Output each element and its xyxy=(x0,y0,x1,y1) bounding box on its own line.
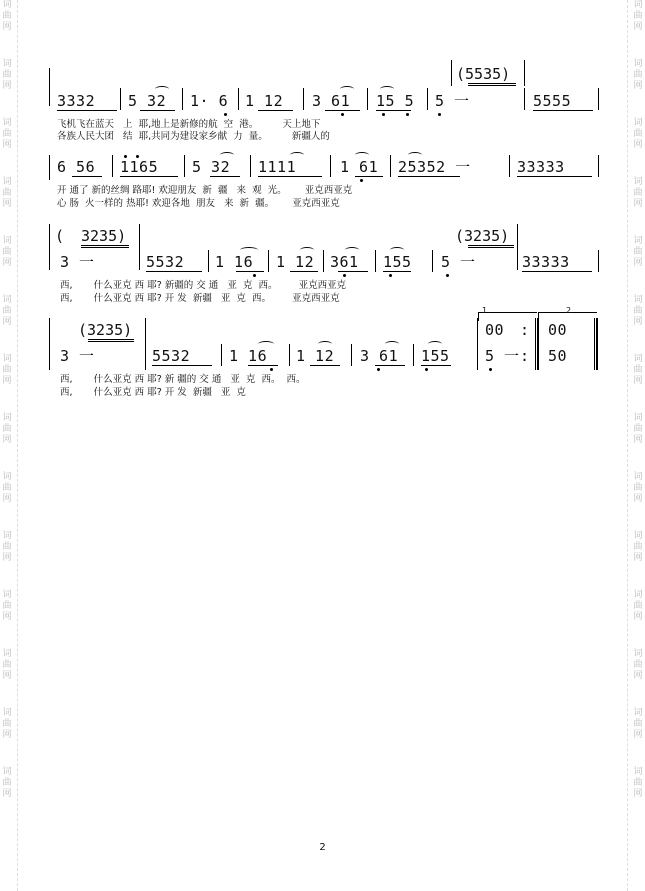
bar-line xyxy=(139,224,140,270)
lyric-line-1: 西, 什么亚克 西 耶? 新疆的 交 通 亚 克 西。 亚克西亚克 xyxy=(60,280,347,291)
high-dot xyxy=(136,155,139,158)
bar-line xyxy=(289,344,290,366)
watermark-group: 词 曲 网 xyxy=(2,590,12,622)
notes-cell xyxy=(190,93,228,110)
lyric-line-1: 开 通了 新的丝绸 路耶! 欢迎朋友 新 疆 来 观 光。 亚克西亚克 xyxy=(57,185,353,196)
notes-cell xyxy=(258,159,296,176)
watermark-group: 词 曲 网 xyxy=(633,472,643,504)
watermark-group: 词 曲 网 xyxy=(2,59,12,91)
repeat-bar xyxy=(535,318,536,370)
slur xyxy=(240,247,258,253)
system-brace-line xyxy=(49,68,50,106)
intro-paren: (3235) xyxy=(78,321,133,339)
slur xyxy=(390,247,404,253)
notes-cell xyxy=(340,159,378,176)
bar-line xyxy=(351,344,352,366)
watermark-group: 词 曲 网 xyxy=(2,177,12,209)
watermark-group: 词 曲 网 xyxy=(2,236,12,268)
watermark-group: 词 曲 网 xyxy=(633,236,643,268)
low-dot xyxy=(270,368,273,371)
measure: 15 5 xyxy=(376,92,415,110)
notes-cell xyxy=(376,93,414,110)
measure: 5 32 xyxy=(192,158,231,176)
measure: 3 一 xyxy=(60,347,95,365)
lyric-line-1: 飞机飞在蓝天 上 耶,地上是新修的航 空 港。 天上地下 xyxy=(57,119,321,130)
underline xyxy=(72,176,102,177)
slur xyxy=(340,86,354,92)
notes-cell xyxy=(229,348,267,365)
measure: 155 xyxy=(421,347,450,365)
measure: 1· 6 xyxy=(190,92,229,110)
system-start-bar xyxy=(49,318,50,370)
system-start-bar xyxy=(49,155,50,180)
paren-open: ( xyxy=(55,227,65,245)
bar-line xyxy=(598,250,599,272)
underline xyxy=(81,247,129,248)
bar-line xyxy=(432,250,433,272)
notes-cell xyxy=(360,348,398,365)
notes-cell xyxy=(60,348,95,365)
measure: 3 61 xyxy=(360,347,399,365)
underline xyxy=(355,176,383,177)
notes-cell xyxy=(485,348,520,365)
notes-cell xyxy=(441,254,476,271)
bar-line xyxy=(427,88,428,110)
bar-line xyxy=(390,155,391,177)
notes-cell xyxy=(146,254,184,271)
watermark-left xyxy=(0,0,14,891)
bar-line xyxy=(120,88,121,110)
underline xyxy=(57,110,117,111)
underline xyxy=(398,176,460,177)
notes-cell xyxy=(60,254,95,271)
watermark-right xyxy=(631,0,645,891)
bar-line xyxy=(598,155,599,177)
notes-cell xyxy=(522,254,570,271)
underline xyxy=(468,247,514,248)
underline xyxy=(517,176,592,177)
watermark-group: 词 曲 网 xyxy=(2,118,12,150)
underline xyxy=(338,271,368,272)
volta-2-label: 2. xyxy=(566,306,574,315)
measure: 361 xyxy=(330,253,359,271)
underline xyxy=(140,110,175,111)
bar-line xyxy=(238,88,239,110)
low-dot xyxy=(406,113,409,116)
low-dot xyxy=(360,179,363,182)
lyric-line-2: 西, 什么亚克 西 耶? 开 发 新疆 亚 克 西。 亚克西亚克 xyxy=(60,293,340,304)
measure: 5532 xyxy=(146,253,185,271)
intro-paren: 3235) xyxy=(81,227,127,245)
ending-2-bottom: 50 xyxy=(548,347,568,365)
measure: 1 12 xyxy=(245,92,284,110)
watermark-group: 词 曲 网 xyxy=(2,708,12,740)
notes-cell xyxy=(120,159,158,176)
measure: 3 一 xyxy=(60,253,95,271)
bar-line xyxy=(477,318,478,370)
slur xyxy=(300,247,314,253)
volta-1-label: 1. xyxy=(482,306,490,315)
underline xyxy=(376,110,411,111)
watermark-group: 词 曲 网 xyxy=(633,354,643,386)
notes-cell xyxy=(152,348,190,365)
bar-line xyxy=(250,155,251,177)
measure: 33333 xyxy=(522,253,570,271)
lyric-line-2: 各族人民大团 结 耶,共同为建设家乡献 力 量。 新疆人的 xyxy=(57,131,330,142)
slur xyxy=(345,247,359,253)
measure: 33333 xyxy=(517,158,565,176)
measure: 25352 一 xyxy=(398,158,471,176)
underline xyxy=(468,85,516,86)
bar-line xyxy=(524,60,525,86)
notes-cell xyxy=(435,93,470,110)
system-start-bar xyxy=(49,224,50,270)
notes-cell xyxy=(421,348,450,365)
bar-line xyxy=(375,250,376,272)
watermark-group: 词 曲 网 xyxy=(2,531,12,563)
bar-line xyxy=(323,250,324,272)
slur xyxy=(355,152,369,158)
low-dot xyxy=(425,368,428,371)
margin-line-right xyxy=(627,0,628,891)
repeat-sign: : xyxy=(520,347,530,365)
watermark-group: 词 曲 网 xyxy=(2,295,12,327)
measure: 1111 xyxy=(258,158,297,176)
watermark-group: 词 曲 网 xyxy=(633,531,643,563)
notes-cell xyxy=(312,93,350,110)
watermark-group: 词 曲 网 xyxy=(633,59,643,91)
underline xyxy=(81,245,129,246)
watermark-group: 词 曲 网 xyxy=(633,118,643,150)
notes-cell xyxy=(57,159,95,176)
measure: 1 12 xyxy=(276,253,315,271)
underline xyxy=(375,365,405,366)
bar-line xyxy=(184,155,185,177)
watermark-group: 词 曲 网 xyxy=(633,708,643,740)
underline xyxy=(468,245,514,246)
final-bar xyxy=(594,318,595,370)
underline xyxy=(421,365,451,366)
slur xyxy=(258,341,274,347)
slur xyxy=(385,341,399,347)
notes-cell xyxy=(276,254,314,271)
measure: 155 xyxy=(383,253,412,271)
notes-cell xyxy=(128,93,166,110)
watermark-group: 词 曲 网 xyxy=(633,295,643,327)
underline xyxy=(468,83,516,84)
measure: 1 61 xyxy=(340,158,379,176)
bar-line xyxy=(268,250,269,272)
low-dot xyxy=(224,113,227,116)
bar-line xyxy=(367,88,368,110)
measure: 1 12 xyxy=(296,347,335,365)
notes-cell xyxy=(296,348,334,365)
underline xyxy=(210,176,240,177)
measure: 5 一 xyxy=(485,347,520,365)
low-dot xyxy=(438,113,441,116)
low-dot xyxy=(446,274,449,277)
slur xyxy=(428,341,442,347)
watermark-group: 词 曲 网 xyxy=(633,413,643,445)
bar-line xyxy=(221,344,222,366)
bar-line xyxy=(330,155,331,177)
lyric-line-2: 心 肠 火一样的 热耶! 欢迎各地 朋友 来 新 疆。 亚克西亚克 xyxy=(57,198,340,209)
underline xyxy=(310,365,340,366)
measure: 5 一 xyxy=(441,253,476,271)
watermark-group: 词 曲 网 xyxy=(2,354,12,386)
underline xyxy=(88,339,134,340)
notes-cell xyxy=(192,159,230,176)
final-bar-thick xyxy=(596,318,598,370)
low-dot xyxy=(343,274,346,277)
bar-line xyxy=(145,318,146,370)
notes-cell xyxy=(215,254,253,271)
bar-line xyxy=(413,344,414,366)
bar-line xyxy=(112,155,113,177)
bar-line xyxy=(208,250,209,272)
notes-cell xyxy=(245,93,283,110)
underline xyxy=(290,271,318,272)
slur xyxy=(290,152,304,158)
bar-line xyxy=(598,88,599,110)
underline xyxy=(533,110,593,111)
slur xyxy=(155,86,169,92)
measure: 1 16 xyxy=(215,253,254,271)
watermark-group: 词 曲 网 xyxy=(2,649,12,681)
low-dot xyxy=(341,113,344,116)
lyric-line-1: 西, 什么亚克 西 耶? 新 疆的 交 通 亚 克 西。 西。 xyxy=(60,374,306,385)
bar-line xyxy=(517,224,518,270)
underline xyxy=(325,110,360,111)
repeat-sign: : xyxy=(520,321,530,339)
watermark-group: 词 曲 网 xyxy=(633,590,643,622)
underline xyxy=(236,271,264,272)
watermark-group: 词 曲 网 xyxy=(633,649,643,681)
notes-cell xyxy=(533,93,571,110)
ending-2-notes: 00 xyxy=(548,321,568,339)
high-dot xyxy=(124,155,127,158)
measure: 5 一 xyxy=(435,92,470,110)
low-dot xyxy=(489,368,492,371)
measure: 1 16 xyxy=(229,347,268,365)
watermark-group: 词 曲 网 xyxy=(2,472,12,504)
notes-cell xyxy=(383,254,412,271)
watermark-group: 词 曲 网 xyxy=(633,0,643,32)
watermark-group: 词 曲 网 xyxy=(2,767,12,799)
measure: 3 61 xyxy=(312,92,351,110)
low-dot xyxy=(382,113,385,116)
bar-line xyxy=(182,88,183,110)
notes-cell xyxy=(517,159,565,176)
underline xyxy=(258,176,322,177)
interlude-paren: (3235) xyxy=(455,227,510,245)
watermark-group: 词 曲 网 xyxy=(2,0,12,32)
measure: 5 32 xyxy=(128,92,167,110)
slur xyxy=(380,86,394,92)
measure: 3332 xyxy=(57,92,96,110)
intro-paren: (5535) xyxy=(456,65,511,83)
page-number: 2 xyxy=(319,842,326,853)
slur xyxy=(318,341,332,347)
notes-cell xyxy=(330,254,359,271)
low-dot xyxy=(389,274,392,277)
low-dot xyxy=(253,274,256,277)
bar-line xyxy=(509,155,510,177)
underline xyxy=(248,365,278,366)
margin-line-left xyxy=(17,0,18,891)
watermark-group: 词 曲 网 xyxy=(633,177,643,209)
bar-line xyxy=(524,88,525,110)
notes-cell xyxy=(398,159,471,176)
measure: 5532 xyxy=(152,347,191,365)
measure: 1165 xyxy=(120,158,159,176)
measure: 6 56 xyxy=(57,158,96,176)
bar-line xyxy=(303,88,304,110)
underline xyxy=(88,341,134,342)
slur xyxy=(220,152,234,158)
slur xyxy=(408,152,422,158)
low-dot xyxy=(377,368,380,371)
underline xyxy=(522,271,592,272)
underline xyxy=(152,365,212,366)
measure: 5555 xyxy=(533,92,572,110)
lyric-line-2: 西, 什么亚克 西 耶? 开 发 新疆 亚 克 xyxy=(60,387,246,398)
ending-1-notes: 00 xyxy=(485,321,505,339)
underline xyxy=(258,110,293,111)
underline xyxy=(120,176,178,177)
watermark-group: 词 曲 网 xyxy=(633,767,643,799)
notes-line xyxy=(57,93,95,110)
bar-line xyxy=(451,60,452,86)
underline xyxy=(383,271,411,272)
underline xyxy=(146,271,202,272)
repeat-bar-thick xyxy=(537,318,539,370)
watermark-group: 词 曲 网 xyxy=(2,413,12,445)
